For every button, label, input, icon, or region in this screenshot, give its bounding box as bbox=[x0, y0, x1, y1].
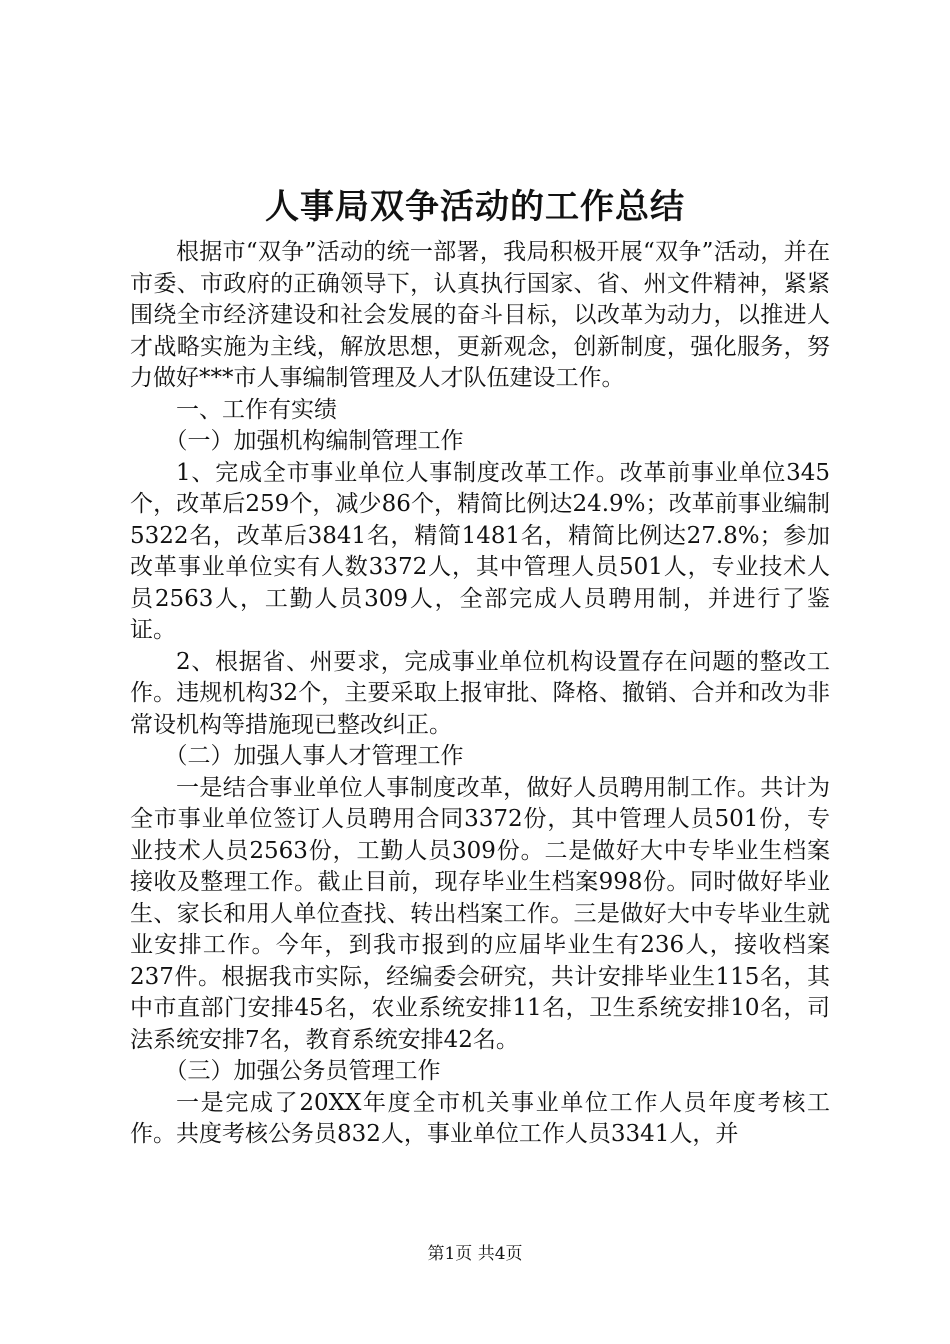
paragraph-reform: 1、完成全市事业单位人事制度改革工作。改革前事业单位345个，改革后259个，减少86个，精简比例达24.9%；改革前事业编制5322名，改革后3841名，精简1481名，精简比例达27.8%；参加改革事业单位实有人数3372人，其中管理人员501人，专业技术人员2563人，工勤人员309人，全部完成人员聘用制，并进行了鉴证。 bbox=[130, 459, 830, 643]
page-footer: 第1页 共4页 bbox=[427, 1244, 523, 1264]
document-body bbox=[130, 237, 830, 1151]
subsection-heading-organization: （一）加强机构编制管理工作 bbox=[164, 428, 464, 454]
subsection-heading-personnel: （二）加强人事人才管理工作 bbox=[164, 743, 464, 769]
paragraph-civil-servants: 一是完成了20XX年度全市机关事业单位工作人员年度考核工作。共度考核公务员832人，事业单位工作人员3341人，并 bbox=[130, 1089, 830, 1147]
document-title: 人事局双争活动的工作总结 bbox=[265, 187, 685, 227]
paragraph-rectification: 2、根据省、州要求，完成事业单位机构设置存在问题的整改工作。违规机构32个，主要采取上报审批、降格、撤销、合并和改为非常设机构等措施现已整改纠正。 bbox=[130, 648, 830, 738]
paragraph-personnel: 一是结合事业单位人事制度改革，做好人员聘用制工作。共计为全市事业单位签订人员聘用合同3372份，其中管理人员501份，专业技术人员2563份，工勤人员309份。二是做好大中专毕业生档案接收及整理工作。截止目前，现存毕业生档案998份。同时做好毕业生、家长和用人单位查找、转出档案工作。三是做好大中专毕业生就业安排工作。今年，到我市报到的应届毕业生有236人，接收档案237件。根据我市实际，经编委会研究，共计安排毕业生115名，其中市直部门安排45名，农业系统安排11名，卫生系统安排10名，司法系统安排7名，教育系统安排42名。 bbox=[130, 774, 830, 1053]
subsection-heading-civil-servants: （三）加强公务员管理工作 bbox=[164, 1058, 441, 1084]
section-heading-achievements: 一、工作有实绩 bbox=[176, 396, 337, 423]
intro-paragraph: 根据市“双争”活动的统一部署，我局积极开展“双争”活动，并在市委、市政府的正确领导下，认真执行国家、省、州文件精神，紧紧围绕全市经济建设和社会发展的奋斗目标，以改革为动力，以推进人才战略实施为主线，解放思想，更新观念，创新制度，强化服务，努力做好***市人事编制管理及人才队伍建设工作。 bbox=[130, 239, 830, 391]
